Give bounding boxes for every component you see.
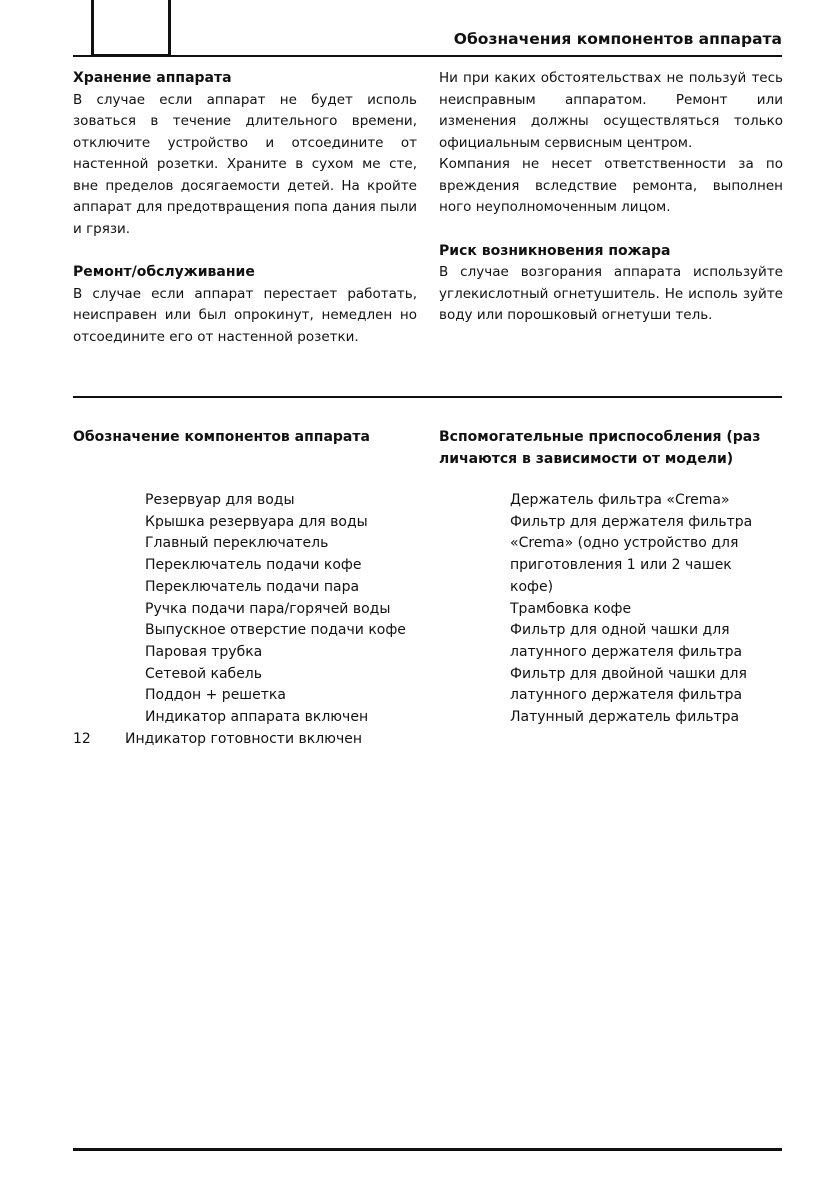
- list-item: Главный переключатель: [145, 535, 329, 552]
- list-item: Крышка резервуара для воды: [145, 513, 368, 530]
- accessories-heading: Вспомогательные приспособления (раз личаются в зависимости от модели): [439, 429, 761, 467]
- accessories-list: [510, 490, 765, 729]
- liability-text: Компания не несет ответственности за по вреждения вследствие ремонта, выполнен ного неуполномоченным лицом.: [439, 156, 783, 215]
- list-item: Сетевой кабель: [145, 665, 263, 682]
- corner-tab-box: [91, 0, 171, 57]
- right-safety-column: [439, 68, 783, 327]
- left-safety-column: [73, 68, 417, 348]
- list-item: Резервуар для воды: [145, 492, 295, 508]
- list-item: Фильтр для одной чашки для латунного держателя фильтра: [510, 622, 743, 660]
- fire-text: В случае возгорания аппарата используйте углекислотный огнетушитель. Не исполь зуйте воду или порошковый огнетуши тель.: [439, 264, 783, 323]
- page-header-title: Обозначения компонентов аппарата: [453, 30, 782, 48]
- list-item: Латунный держатель фильтра: [510, 709, 740, 726]
- list-item: Переключатель подачи пара: [145, 578, 360, 595]
- storage-text: В случае если аппарат не будет исполь зоваться в течение длительного времени, отключите устройство и отсоедините от настенной розетки. Храните в сухом ме сте, вне пределов досягаемости детей. На кройте аппарат для предотвращения попа дания пыли и грязи.: [73, 91, 417, 237]
- header-rule: [73, 55, 782, 57]
- storage-heading: Хранение аппарата: [73, 70, 232, 86]
- list-item: Паровая трубка: [145, 643, 263, 660]
- components-heading: Обозначение компонентов аппарата: [73, 429, 370, 445]
- list-item: Фильтр для держателя фильтра «Crema» (одно устройство для приготовления 1 или 2 чашек кофе): [510, 513, 753, 595]
- list-item: Ручка подачи пара/горячей воды: [145, 600, 391, 617]
- page-number: 12: [73, 731, 91, 747]
- list-item: Выпускное отверстие подачи кофе: [145, 622, 406, 639]
- footer-rule: [73, 1148, 782, 1151]
- list-item: Индикатор аппарата включен: [145, 709, 369, 726]
- repair-heading: Ремонт/обслуживание: [73, 264, 255, 280]
- repair-text: В случае если аппарат перестает работать, неисправен или был опрокинут, немедлен но отсоедините его от настенной розетки.: [73, 285, 417, 345]
- list-item: Переключатель подачи кофе: [145, 557, 362, 574]
- fire-heading: Риск возникновения пожара: [439, 242, 671, 259]
- list-item: Поддон + решетка: [145, 687, 286, 704]
- list-item: Держатель фильтра «Crema»: [510, 492, 730, 508]
- list-item: Трамбовка кофе: [510, 600, 632, 617]
- list-item: Фильтр для двойной чашки для латунного держателя фильтра: [510, 665, 747, 704]
- section-divider: [73, 396, 782, 398]
- warning-text: Ни при каких обстоятельствах не пользуй тесь неисправным аппаратом. Ремонт или изменения должны осуществляться только официальным сервисным центром.: [439, 70, 783, 151]
- list-item: Индикатор готовности включен: [125, 730, 362, 747]
- components-list: [125, 490, 406, 750]
